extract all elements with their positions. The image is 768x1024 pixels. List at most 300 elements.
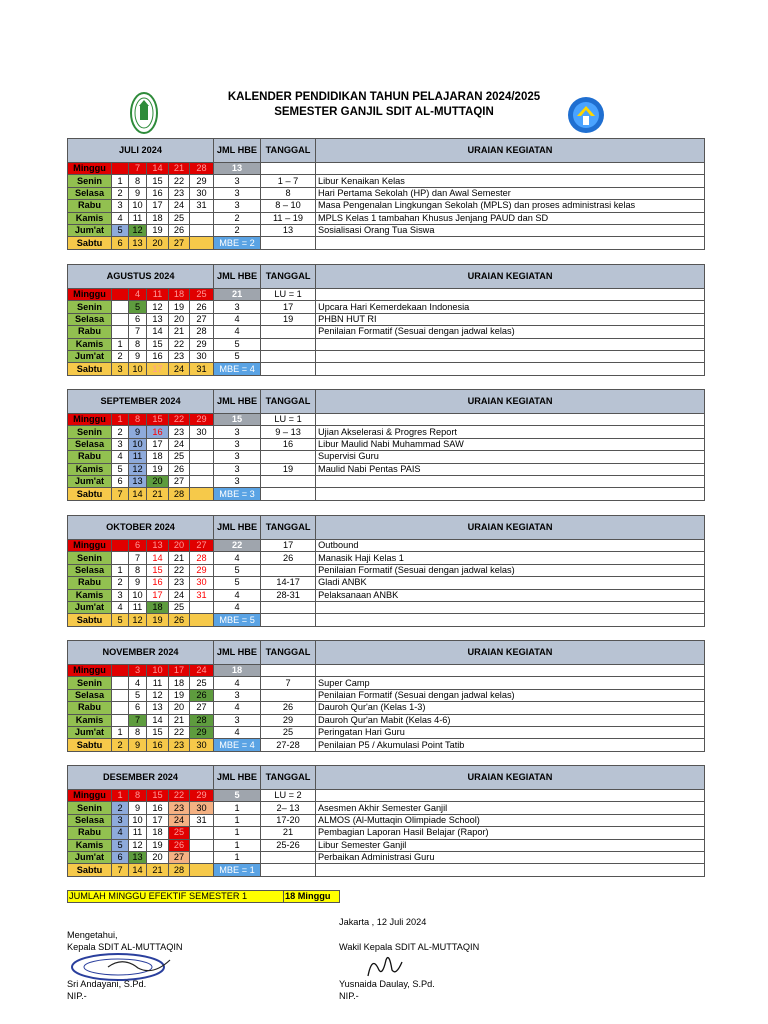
date-cell [112, 163, 129, 175]
table-row [68, 739, 705, 751]
date-cell: 22 [169, 175, 190, 187]
date-cell: 15 [147, 790, 169, 802]
table-row [68, 488, 705, 500]
date-cell: 10 [147, 665, 169, 677]
table-row [68, 438, 705, 450]
jml-hbe-cell: 5 [214, 350, 261, 362]
table-row [68, 224, 705, 236]
date-cell: 7 [129, 163, 147, 175]
date-cell: 18 [169, 677, 190, 689]
date-cell: 6 [129, 702, 147, 714]
tanggal-header: TANGGAL [261, 390, 316, 414]
month-name: JULI 2024 [68, 139, 214, 163]
table-row [68, 187, 705, 199]
date-cell: 13 [147, 313, 169, 325]
day-name: Minggu [68, 665, 112, 677]
date-cell [190, 212, 214, 224]
table-row [68, 163, 705, 175]
tanggal-cell: LU = 2 [261, 790, 316, 802]
date-cell: 18 [169, 289, 190, 301]
day-name: Sabtu [68, 237, 112, 249]
table-row [68, 726, 705, 738]
date-cell: 14 [147, 163, 169, 175]
summary-label: JUMLAH MINGGU EFEKTIF SEMESTER 1 [67, 890, 284, 903]
day-name: Jum'at [68, 475, 112, 487]
vice-principal-name: Yusnaida Daulay, S.Pd. [339, 979, 435, 989]
tanggal-cell: 13 [261, 224, 316, 236]
date-cell: 8 [129, 414, 147, 426]
date-cell: 28 [190, 326, 214, 338]
tanggal-header: TANGGAL [261, 265, 316, 289]
day-name: Sabtu [68, 614, 112, 626]
date-cell: 4 [129, 677, 147, 689]
uraian-header: URAIAN KEGIATAN [316, 516, 705, 540]
day-name: Kamis [68, 839, 112, 851]
uraian-cell [316, 614, 705, 626]
jml-hbe-cell: MBE = 4 [214, 363, 261, 375]
date-cell: 9 [129, 577, 147, 589]
month-name: AGUSTUS 2024 [68, 265, 214, 289]
document-title [0, 90, 768, 120]
vice-principal-title: Wakil Kepala SDIT AL-MUTTAQIN [339, 942, 480, 952]
table-row [68, 839, 705, 851]
uraian-cell: Upcara Hari Kemerdekaan Indonesia [316, 301, 705, 313]
uraian-cell: Dauroh Qur'an Mabit (Kelas 4-6) [316, 714, 705, 726]
date-cell: 11 [129, 212, 147, 224]
uraian-cell [316, 237, 705, 249]
uraian-cell: Supervisi Guru [316, 451, 705, 463]
date-cell [190, 475, 214, 487]
day-name: Rabu [68, 827, 112, 839]
date-cell: 28 [190, 163, 214, 175]
date-cell: 2 [112, 187, 129, 199]
date-cell: 24 [169, 438, 190, 450]
tanggal-cell [261, 326, 316, 338]
uraian-cell: Peringatan Hari Guru [316, 726, 705, 738]
table-row [68, 564, 705, 576]
table-row [68, 851, 705, 863]
date-cell: 28 [169, 488, 190, 500]
date-cell: 16 [147, 577, 169, 589]
date-cell: 15 [147, 726, 169, 738]
uraian-cell: Manasik Haji Kelas 1 [316, 552, 705, 564]
tanggal-cell: 2– 13 [261, 802, 316, 814]
uraian-cell [316, 163, 705, 175]
jml-hbe-cell: 1 [214, 814, 261, 826]
jml-hbe-header: JML HBE [214, 265, 261, 289]
date-cell: 8 [129, 564, 147, 576]
uraian-cell: Gladi ANBK [316, 577, 705, 589]
date-cell: 8 [129, 790, 147, 802]
month-name: NOVEMBER 2024 [68, 641, 214, 665]
principal-title: Kepala SDIT AL-MUTTAQIN [67, 942, 183, 952]
date-cell: 12 [129, 463, 147, 475]
tut-wuri-handayani-logo-icon [567, 96, 605, 134]
place-date: Jakarta , 12 Juli 2024 [339, 917, 427, 927]
date-cell: 26 [190, 689, 214, 701]
date-cell: 12 [147, 301, 169, 313]
date-cell: 20 [147, 475, 169, 487]
uraian-cell [316, 790, 705, 802]
uraian-cell [316, 414, 705, 426]
date-cell: 13 [129, 851, 147, 863]
day-name: Senin [68, 175, 112, 187]
date-cell: 28 [190, 552, 214, 564]
jml-hbe-cell: 4 [214, 726, 261, 738]
day-name: Sabtu [68, 739, 112, 751]
month-table [67, 765, 705, 877]
uraian-cell [316, 601, 705, 613]
date-cell: 25 [169, 451, 190, 463]
uraian-cell: PHBN HUT RI [316, 313, 705, 325]
day-name: Senin [68, 301, 112, 313]
uraian-cell: Libur Maulid Nabi Muhammad SAW [316, 438, 705, 450]
jml-hbe-cell: 4 [214, 552, 261, 564]
date-cell: 10 [129, 363, 147, 375]
date-cell [112, 665, 129, 677]
date-cell: 22 [169, 564, 190, 576]
day-name: Minggu [68, 163, 112, 175]
table-row [68, 864, 705, 876]
date-cell: 23 [169, 187, 190, 199]
uraian-cell: Penilaian Formatif (Sesuai dengan jadwal kelas) [316, 689, 705, 701]
date-cell [190, 851, 214, 863]
uraian-cell: Super Camp [316, 677, 705, 689]
date-cell: 27 [190, 702, 214, 714]
uraian-cell [316, 665, 705, 677]
date-cell [112, 289, 129, 301]
jml-hbe-cell: 4 [214, 601, 261, 613]
day-name: Minggu [68, 790, 112, 802]
tanggal-cell: 14-17 [261, 577, 316, 589]
tanggal-cell [261, 689, 316, 701]
month-table [67, 515, 705, 627]
tanggal-cell: LU = 1 [261, 289, 316, 301]
date-cell: 16 [147, 187, 169, 199]
uraian-cell [316, 488, 705, 500]
uraian-cell [316, 475, 705, 487]
date-cell: 23 [169, 802, 190, 814]
date-cell [190, 614, 214, 626]
date-cell: 8 [129, 338, 147, 350]
date-cell: 3 [112, 438, 129, 450]
day-name: Selasa [68, 689, 112, 701]
date-cell: 13 [147, 540, 169, 552]
date-cell: 29 [190, 726, 214, 738]
date-cell [112, 677, 129, 689]
date-cell: 12 [129, 224, 147, 236]
date-cell: 26 [169, 463, 190, 475]
date-cell: 7 [129, 714, 147, 726]
date-cell: 18 [147, 451, 169, 463]
date-cell: 24 [169, 200, 190, 212]
day-name: Senin [68, 802, 112, 814]
date-cell: 13 [129, 475, 147, 487]
summary-value: 18 Minggu [283, 890, 340, 903]
jml-hbe-cell: 4 [214, 677, 261, 689]
date-cell [112, 301, 129, 313]
jml-hbe-cell: MBE = 3 [214, 488, 261, 500]
date-cell: 7 [129, 326, 147, 338]
date-cell: 10 [129, 200, 147, 212]
date-cell [112, 552, 129, 564]
date-cell: 21 [169, 326, 190, 338]
jml-hbe-cell: 3 [214, 187, 261, 199]
day-name: Jum'at [68, 851, 112, 863]
jml-hbe-header: JML HBE [214, 766, 261, 790]
table-row [68, 814, 705, 826]
date-cell: 9 [129, 739, 147, 751]
jml-hbe-cell: 21 [214, 289, 261, 301]
tanggal-cell [261, 601, 316, 613]
date-cell: 3 [112, 363, 129, 375]
date-cell: 30 [190, 426, 214, 438]
day-name: Senin [68, 426, 112, 438]
tanggal-header: TANGGAL [261, 139, 316, 163]
tanggal-cell [261, 614, 316, 626]
date-cell: 17 [147, 363, 169, 375]
date-cell: 17 [147, 589, 169, 601]
uraian-cell: Libur Kenaikan Kelas [316, 175, 705, 187]
date-cell: 2 [112, 802, 129, 814]
table-row [68, 689, 705, 701]
date-cell: 29 [190, 564, 214, 576]
date-cell [112, 714, 129, 726]
date-cell: 1 [112, 414, 129, 426]
day-name: Jum'at [68, 601, 112, 613]
tanggal-cell [261, 451, 316, 463]
date-cell: 6 [112, 475, 129, 487]
jml-hbe-cell: 5 [214, 577, 261, 589]
date-cell: 5 [129, 301, 147, 313]
jml-hbe-cell: 4 [214, 313, 261, 325]
tanggal-cell: 19 [261, 313, 316, 325]
date-cell: 1 [112, 726, 129, 738]
table-row [68, 589, 705, 601]
tanggal-cell [261, 350, 316, 362]
jml-hbe-cell: 3 [214, 175, 261, 187]
day-name: Sabtu [68, 363, 112, 375]
date-cell [112, 702, 129, 714]
date-cell: 20 [147, 851, 169, 863]
date-cell: 9 [129, 426, 147, 438]
day-name: Rabu [68, 200, 112, 212]
uraian-cell: Perbaikan Administrasi Guru [316, 851, 705, 863]
date-cell [190, 827, 214, 839]
table-row [68, 313, 705, 325]
date-cell: 19 [169, 301, 190, 313]
date-cell: 19 [147, 463, 169, 475]
jml-hbe-cell: 18 [214, 665, 261, 677]
date-cell: 29 [190, 338, 214, 350]
date-cell [190, 839, 214, 851]
tanggal-cell: 28-31 [261, 589, 316, 601]
tanggal-cell [261, 475, 316, 487]
jml-hbe-cell: 1 [214, 839, 261, 851]
table-row [68, 677, 705, 689]
date-cell: 7 [129, 552, 147, 564]
tanggal-cell [261, 338, 316, 350]
date-cell: 23 [169, 350, 190, 362]
date-cell: 14 [129, 488, 147, 500]
date-cell: 30 [190, 350, 214, 362]
date-cell: 31 [190, 814, 214, 826]
table-row [68, 212, 705, 224]
tanggal-header: TANGGAL [261, 766, 316, 790]
table-row [68, 426, 705, 438]
month-table [67, 264, 705, 376]
date-cell: 14 [147, 714, 169, 726]
jml-hbe-cell: 3 [214, 714, 261, 726]
day-name: Selasa [68, 564, 112, 576]
jml-hbe-cell: 13 [214, 163, 261, 175]
table-row [68, 601, 705, 613]
month-name: DESEMBER 2024 [68, 766, 214, 790]
date-cell: 4 [129, 289, 147, 301]
jml-hbe-cell: 1 [214, 851, 261, 863]
date-cell: 11 [129, 827, 147, 839]
uraian-cell: Penilaian P5 / Akumulasi Point Tatib [316, 739, 705, 751]
uraian-cell: ALMOS (Al-Muttaqin Olimpiade School) [316, 814, 705, 826]
date-cell: 15 [147, 564, 169, 576]
date-cell: 4 [112, 827, 129, 839]
date-cell [190, 451, 214, 463]
date-cell: 25 [169, 212, 190, 224]
table-row [68, 326, 705, 338]
table-row [68, 702, 705, 714]
uraian-cell: Asesmen Akhir Semester Ganjil [316, 802, 705, 814]
tanggal-cell: 17 [261, 540, 316, 552]
day-name: Selasa [68, 187, 112, 199]
date-cell: 26 [169, 224, 190, 236]
tanggal-cell: 8 [261, 187, 316, 199]
tanggal-cell: 16 [261, 438, 316, 450]
month-name: OKTOBER 2024 [68, 516, 214, 540]
month-name: SEPTEMBER 2024 [68, 390, 214, 414]
tanggal-cell [261, 163, 316, 175]
date-cell: 18 [147, 212, 169, 224]
date-cell: 24 [169, 589, 190, 601]
jml-hbe-cell: 5 [214, 338, 261, 350]
tanggal-header: TANGGAL [261, 516, 316, 540]
uraian-cell [316, 289, 705, 301]
jml-hbe-cell: 1 [214, 827, 261, 839]
jml-hbe-cell: 4 [214, 326, 261, 338]
date-cell: 25 [169, 601, 190, 613]
date-cell: 21 [169, 552, 190, 564]
uraian-header: URAIAN KEGIATAN [316, 641, 705, 665]
day-name: Selasa [68, 814, 112, 826]
table-row [68, 363, 705, 375]
date-cell: 24 [169, 363, 190, 375]
date-cell [190, 438, 214, 450]
table-row [68, 827, 705, 839]
day-name: Senin [68, 677, 112, 689]
tanggal-cell: LU = 1 [261, 414, 316, 426]
uraian-cell: Penilaian Formatif (Sesuai dengan jadwal kelas) [316, 564, 705, 576]
date-cell: 17 [147, 200, 169, 212]
day-name: Rabu [68, 326, 112, 338]
date-cell: 4 [112, 451, 129, 463]
date-cell: 25 [190, 289, 214, 301]
date-cell: 2 [112, 577, 129, 589]
date-cell: 3 [112, 814, 129, 826]
date-cell: 18 [147, 601, 169, 613]
date-cell: 17 [147, 438, 169, 450]
date-cell: 23 [169, 577, 190, 589]
month-table [67, 138, 705, 250]
tanggal-cell: 17-20 [261, 814, 316, 826]
uraian-cell: Masa Pengenalan Lingkungan Sekolah (MPLS) dan proses administrasi kelas [316, 200, 705, 212]
date-cell: 19 [147, 224, 169, 236]
uraian-cell [316, 350, 705, 362]
date-cell: 1 [112, 175, 129, 187]
day-name: Rabu [68, 577, 112, 589]
date-cell: 27 [169, 475, 190, 487]
table-row [68, 289, 705, 301]
date-cell: 11 [147, 677, 169, 689]
jml-hbe-cell: 2 [214, 212, 261, 224]
uraian-cell [316, 363, 705, 375]
uraian-cell [316, 338, 705, 350]
day-name: Jum'at [68, 726, 112, 738]
date-cell: 21 [169, 714, 190, 726]
jml-hbe-cell: 4 [214, 702, 261, 714]
day-name: Kamis [68, 589, 112, 601]
tanggal-cell: 26 [261, 702, 316, 714]
date-cell: 3 [112, 200, 129, 212]
date-cell: 22 [169, 790, 190, 802]
date-cell: 11 [129, 601, 147, 613]
date-cell: 2 [112, 426, 129, 438]
table-row [68, 714, 705, 726]
date-cell: 15 [147, 175, 169, 187]
date-cell [190, 488, 214, 500]
jml-hbe-header: JML HBE [214, 139, 261, 163]
principal-nip: NIP.- [67, 991, 87, 1001]
date-cell: 10 [129, 589, 147, 601]
date-cell: 5 [112, 614, 129, 626]
uraian-cell: MPLS Kelas 1 tambahan Khusus Jenjang PAUD dan SD [316, 212, 705, 224]
tanggal-cell: 8 – 10 [261, 200, 316, 212]
date-cell [190, 864, 214, 876]
jml-hbe-header: JML HBE [214, 641, 261, 665]
uraian-cell: Outbound [316, 540, 705, 552]
table-row [68, 175, 705, 187]
date-cell [112, 540, 129, 552]
table-row [68, 414, 705, 426]
date-cell: 19 [169, 689, 190, 701]
date-cell: 29 [190, 175, 214, 187]
tanggal-cell: 17 [261, 301, 316, 313]
signature-icon [364, 950, 404, 980]
day-name: Sabtu [68, 864, 112, 876]
date-cell: 5 [112, 224, 129, 236]
date-cell [190, 237, 214, 249]
date-cell: 18 [147, 827, 169, 839]
table-row [68, 451, 705, 463]
date-cell: 14 [129, 864, 147, 876]
date-cell: 21 [147, 864, 169, 876]
day-name: Senin [68, 552, 112, 564]
date-cell: 20 [147, 237, 169, 249]
date-cell: 5 [112, 463, 129, 475]
date-cell: 13 [147, 702, 169, 714]
month-table [67, 640, 705, 752]
jml-hbe-cell: 4 [214, 589, 261, 601]
tanggal-header: TANGGAL [261, 641, 316, 665]
date-cell: 5 [112, 839, 129, 851]
